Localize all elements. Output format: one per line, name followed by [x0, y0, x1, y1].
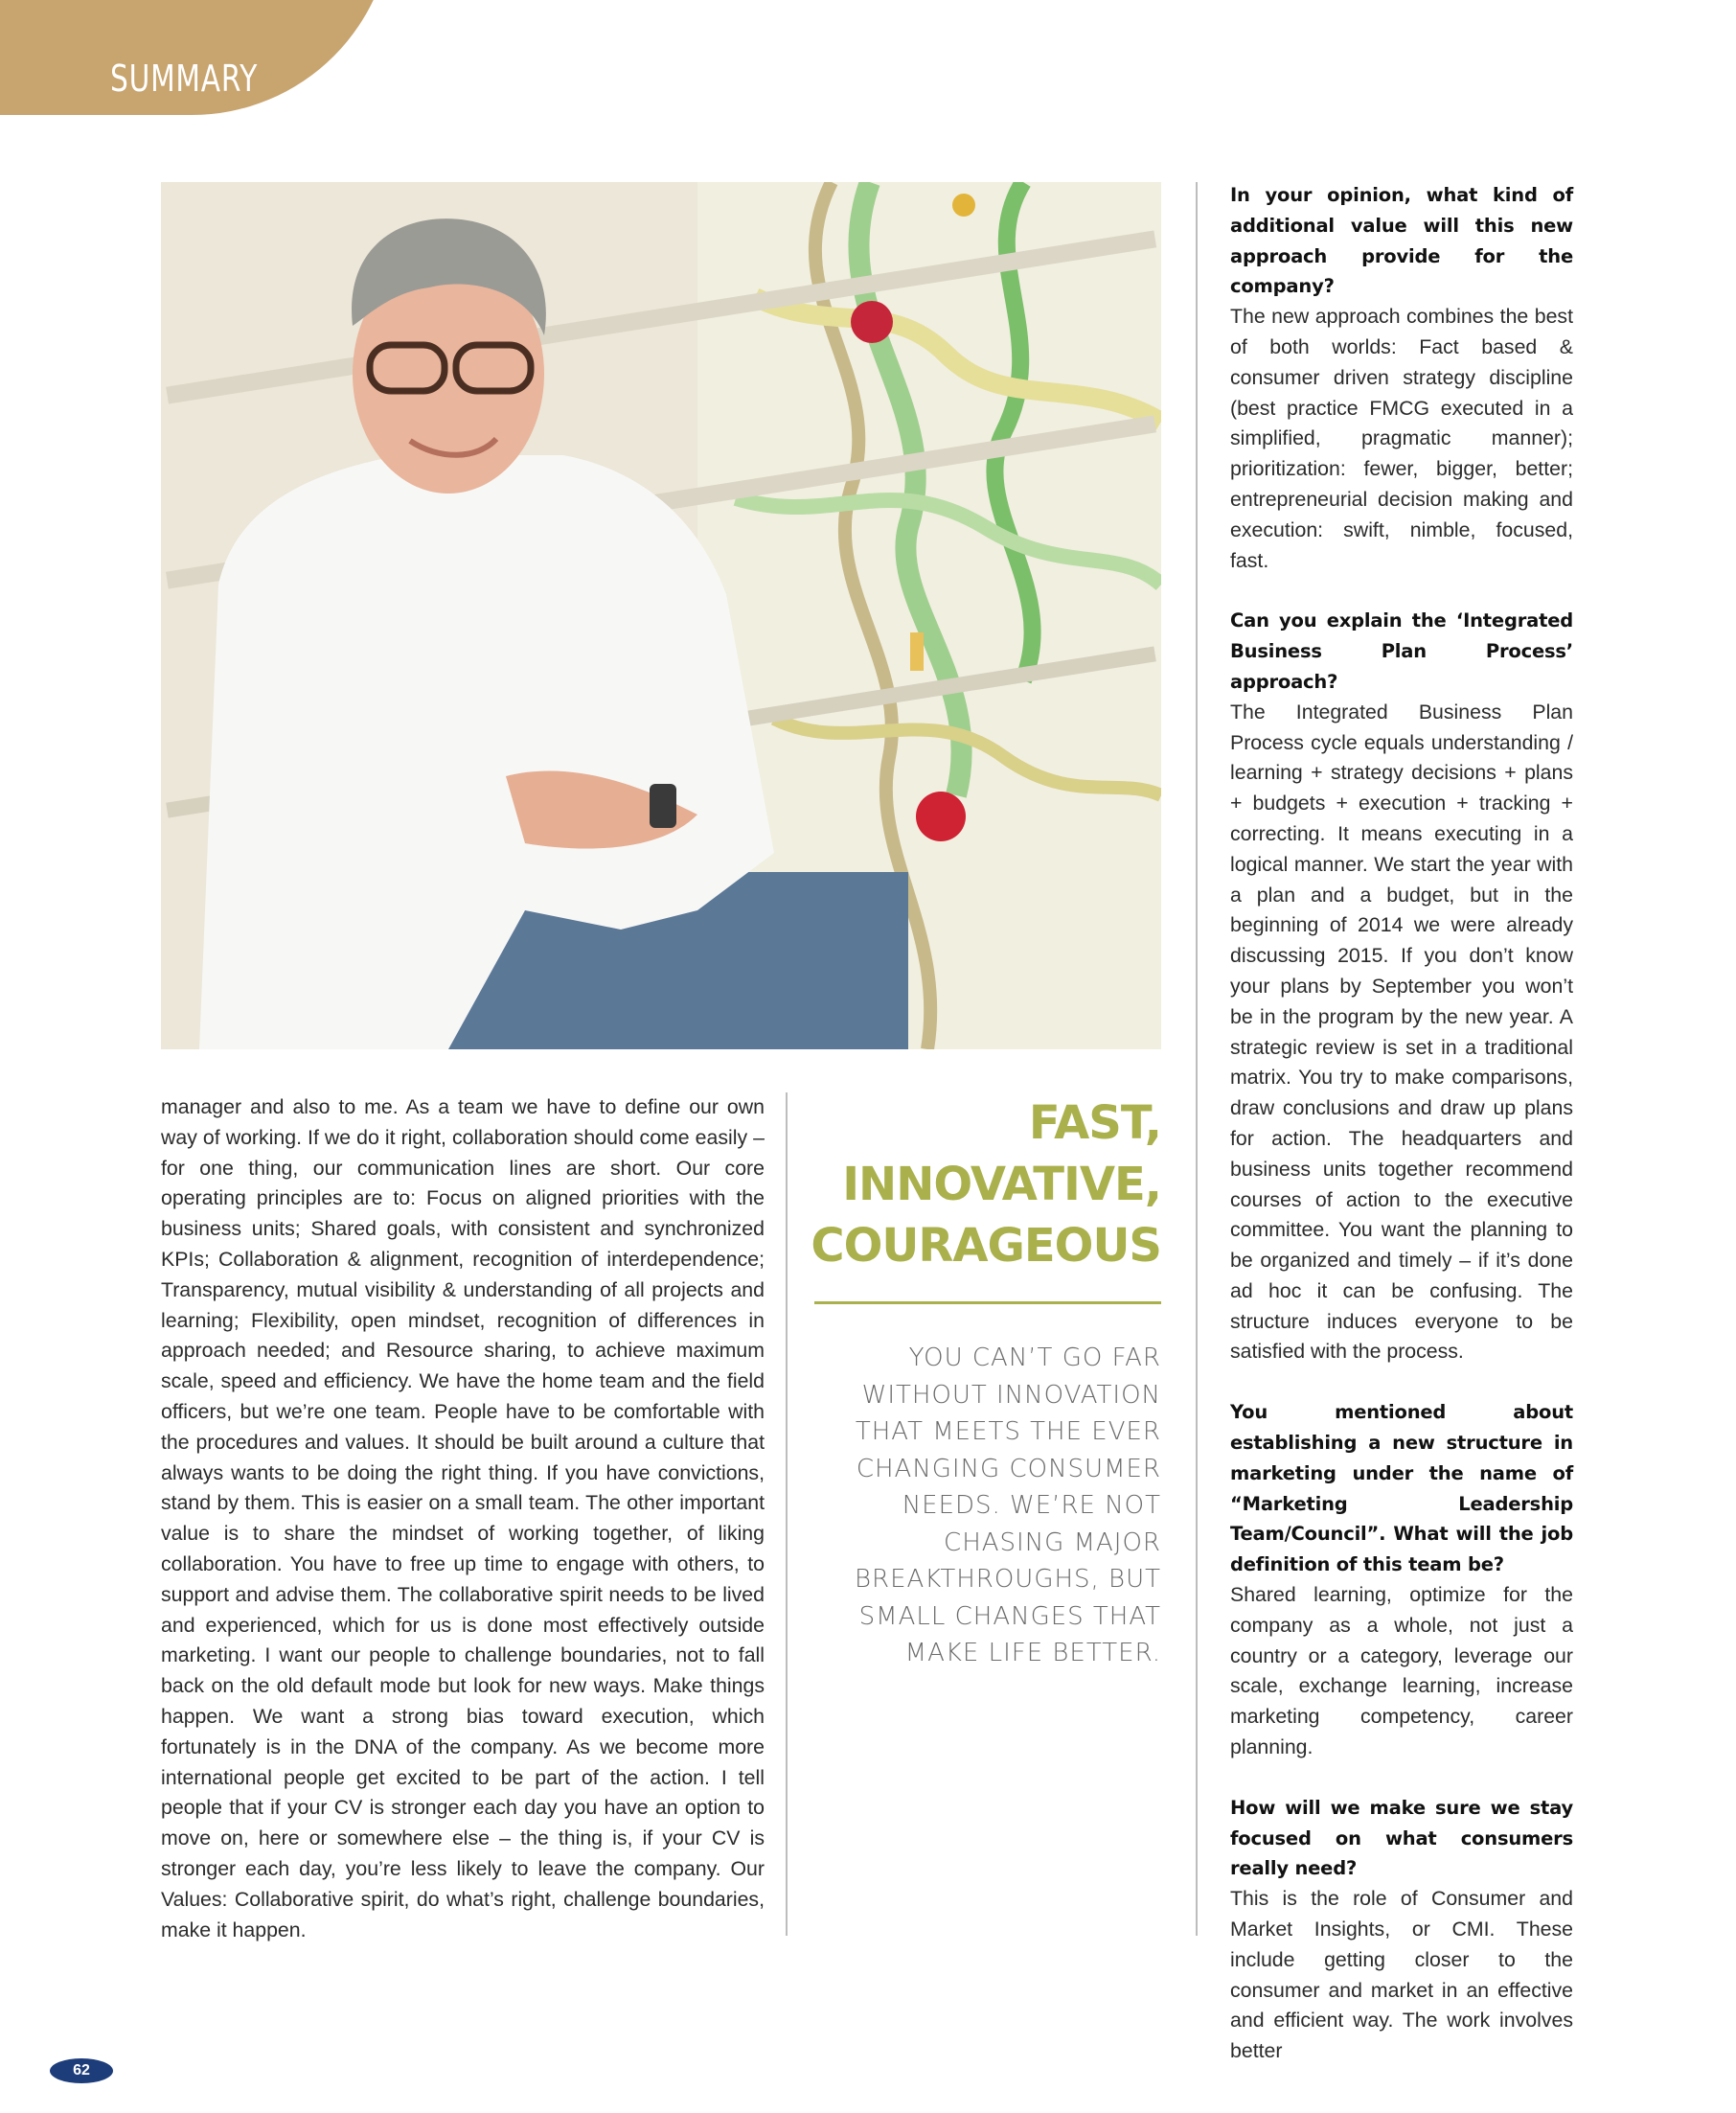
- interview-answer: Shared learning, optimize for the company as a whole, not just a country or a category, leverage our scale, exchange learning, increase marketing competency, career planning.: [1230, 1583, 1573, 1759]
- pull-heading-rule: [814, 1301, 1161, 1304]
- interview-question: You mentioned about establishing a new structure in marketing under the name of “Marketing Leadership Team/Council”. What will the job definition of this team be?: [1230, 1401, 1573, 1576]
- interview-answer: This is the role of Consumer and Market Insights, or CMI. These include getting closer to the consumer and market in an effective and efficient way. The work involves better: [1230, 1887, 1573, 2063]
- pull-heading-line: FAST,: [1028, 1096, 1161, 1150]
- pull-quote-line: THAT MEETS THE EVER: [855, 1417, 1161, 1446]
- qa-item: [1230, 1793, 1573, 2067]
- qa-item: [1230, 1397, 1573, 1763]
- pull-quote-line: BREAKTHROUGHS, BUT: [855, 1565, 1161, 1594]
- qa-item: [1230, 606, 1573, 1367]
- interview-answer: The Integrated Business Plan Process cycle equals understanding / learning + strategy decisions + plans + budgets + execution + tracking + correcting. It means executing in a logical manner. We start the year with a plan and a budget, but in the beginning of 2014 we were already discussing 2015. If you don’t know your plans by September you won’t be in the program by the new year. A strategic review is set in a traditional matrix. You try to make comparisons, draw conclusions and draw up plans for action. The headquarters and business units together recommend courses of action to the executive committee. You want the planning to be organized and timely – if it’s done ad hoc it can be confusing. The structure induces everyone to be satisfied with the process.: [1230, 700, 1573, 1364]
- interview-photo: [161, 182, 1161, 1049]
- column-divider-right: [1196, 182, 1198, 1936]
- column-divider-left: [786, 1092, 788, 1936]
- pull-quote-line: CHASING MAJOR: [944, 1527, 1161, 1557]
- qa-item: [1230, 180, 1573, 576]
- pull-quote-line: YOU CAN’T GO FAR: [908, 1344, 1161, 1372]
- pull-quote-line: NEEDS. WE’RE NOT: [902, 1491, 1161, 1520]
- pull-quote: [814, 1340, 1161, 1672]
- pull-quote-line: CHANGING CONSUMER: [856, 1454, 1161, 1483]
- pull-quote-line: SMALL CHANGES THAT: [858, 1601, 1161, 1631]
- pull-quote-line: MAKE LIFE BETTER.: [904, 1639, 1161, 1667]
- article-body-left: manager and also to me. As a team we have to define our own way of working. If we do it right, collaboration should come easily – for one thing, our communication lines are short. Our core operating principles are to: Focus on aligned priorities with the business units; Shared goals, with consistent and synchronized KPIs; Collaboration & alignment, recognition of interdependence; Transparency, mutual visibility & understanding of all projects and learning; Flexibility, open mindset, recognition of differences in approach needed; and Resource sharing, to achieve maximum scale, speed and efficiency. We have the home team and the field officers, but we’re one team. People have to be comfortable with the procedures and values. It should be built around a culture that always wants to be doing the right thing. If you have convictions, stand by them. This is easier on a small team. The other important value is to share the mindset of working together, of liking collaboration. You have to free up time to engage with others, to support and advise them. The collaborative spirit needs to be lived and experienced, which for us is done most effectively outside marketing. I want our people to challenge boundaries, not to fall back on the old default mode but look for new ways. Make things happen. We want a strong bias toward execution, which fortunately is in the DNA of the company. As we become more international people get excited to be part of the action. I tell people that if your CV is stronger each day you have an option to move on, here or somewhere else – the thing is, if your CV is stronger each day, you’re less likely to leave the company. Our Values: Collaborative spirit, do what’s right, challenge boundaries, make it happen.: [161, 1095, 765, 1941]
- interview-question: In your opinion, what kind of additional value will this new approach provide for the company?: [1230, 184, 1573, 298]
- pull-heading: [805, 1092, 1161, 1276]
- interview-question: Can you explain the ‘Integrated Business Plan Process’ approach?: [1230, 609, 1573, 693]
- pull-quote-line: WITHOUT INNOVATION: [861, 1380, 1161, 1410]
- interview-answer: The new approach combines the best of both worlds: Fact based & consumer driven strategy discipline (best practice FMCG executed in a simplified, pragmatic manner); prioritization: fewer, bigger, better; entrepreneurial decision making and execution: swift, nimble, focused, fast.: [1230, 305, 1573, 572]
- pull-heading-line: COURAGEOUS: [811, 1219, 1161, 1273]
- page-number: 62: [50, 2058, 113, 2083]
- interview-question: How will we make sure we stay focused on what consumers really need?: [1230, 1796, 1573, 1880]
- qa-column: [1230, 180, 1573, 2097]
- section-label: SUMMARY: [110, 57, 259, 100]
- pull-heading-line: INNOVATIVE,: [842, 1158, 1161, 1211]
